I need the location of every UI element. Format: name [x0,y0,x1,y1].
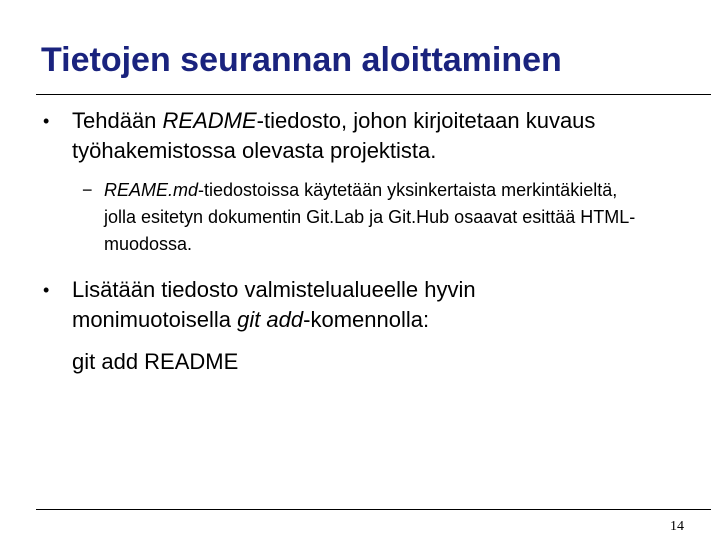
sub-bullet-text: -tiedostoissa käytetään yksinkertaista merkintäkieltä, jolla esitetyn dokumentin Git.Lab ja Git.Hub osaavat esittää HTML-muodossa. [104,180,636,254]
bullet-marker: • [43,280,50,300]
bullet-marker: • [43,111,50,131]
title-divider [36,94,711,95]
bullet-emphasis: README [162,108,257,133]
bullet-text: Lisätään tiedosto valmistelualueelle hyvin monimuotoisella [72,277,476,332]
bullet-item-readme [72,106,672,166]
bullet-emphasis: git add [237,307,304,332]
sub-bullet-marker: − [82,180,93,200]
footer-divider [36,509,711,510]
command-line: git add README [72,349,239,374]
bullet-text: Tehdään [72,108,163,133]
bullet-item-git-add [72,275,632,335]
page-number: 14 [670,519,684,534]
sub-bullet-emphasis: REAME.md [104,180,199,200]
bullet-text: -tiedosto, johon kirjoitetaan kuvaus työhakemistossa olevasta projektista. [72,108,596,163]
slide-title: Tietojen seurannan aloittaminen [41,41,562,79]
bullet-text: -komennolla: [303,307,430,332]
sub-bullet-item-markdown [104,177,644,258]
